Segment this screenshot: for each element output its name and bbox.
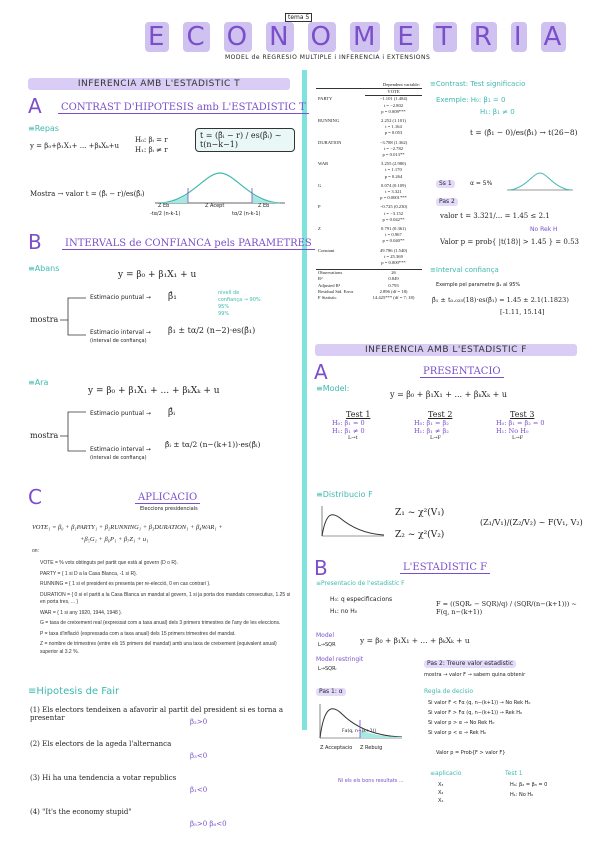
stat-value: 0.793 (388, 282, 399, 288)
variable-definition: G = taxa de creixement real (expressat com a taxa anual) dels 3 primers trimestres de l'any de les eleccions. (40, 620, 281, 626)
fair-hypothesis-sign: β₁<0 (190, 786, 208, 794)
crit-left-label: -tα/2 (n-k-1) (150, 211, 181, 217)
branch-lines-2 (58, 404, 88, 456)
regression-value: −1.101 (1.484) (379, 96, 408, 102)
f-test-h1: H₁: No H₀ (496, 427, 529, 435)
ara-label: ≡Ara (28, 378, 49, 387)
fair-hypothesis-text: (2) Els electors de la ageda l'alternanca (30, 740, 172, 748)
estimacio-puntual-2: Estimacio puntual → (90, 410, 151, 417)
page-subtitle: MODEL de REGRESIO MULTIPLE i INFERENCIA i EXTENSIONS (225, 54, 431, 61)
f-test-card (414, 410, 494, 441)
variable-definition: PARTY = { 1 si D a la Casa Blanca, -1 si R}. (40, 570, 138, 577)
estimacio-puntual-1: Estimacio puntual → (90, 294, 151, 301)
regression-var: PARTY (318, 96, 333, 102)
regression-value: t = 25.369 (384, 253, 403, 259)
regression-value: −3.788 (1.362) (379, 139, 408, 145)
section-f-a-title: PRESENTACIO (420, 366, 504, 378)
section-c-letter: C (28, 485, 42, 509)
mostra-valor-t: Mostra → valor t = (β̂ᵢ − r)/es(β̂ᵢ) (30, 190, 145, 198)
alpha-value: α = 5% (470, 180, 493, 187)
regression-var: Z (318, 226, 321, 232)
aplicacio-label: ≡aplicacio (430, 770, 462, 777)
interval-sub-1: (interval de confiança) (90, 338, 147, 344)
regression-value: p = 0.0001*** (380, 195, 407, 201)
regression-var: DURATION (318, 139, 342, 145)
fair-hypothesis-text: (3) Hi ha una tendencia a votar republics (30, 774, 177, 782)
title-letter: C (183, 22, 209, 52)
zeb-left-label: Z Eb (158, 203, 170, 209)
f-h0: H₀: q especificacions (330, 596, 393, 603)
variable-definition: P = taxa d'inflació (expressada com a taxa anual) dels 15 primers trimestres del mandat. (40, 630, 236, 637)
f-test-h0: H₀: β₁ = β₂ (414, 419, 449, 427)
title-letter: O (224, 22, 252, 52)
vote-equation-line1: VOTE₁ = β₀ + β₁PARTY₁ + β₂RUNNING₁ + β₃DURATION₁ + β₄WAR₁ + (32, 524, 223, 531)
f-h1: H₁: no H₀ (330, 608, 358, 615)
title-letter: E (394, 22, 418, 52)
regression-value: p = 0.040** (382, 238, 405, 244)
regression-value: 0.074 (0.109) (381, 182, 406, 188)
valor-t: valor t = 3.321/... = 1.45 ≤ 2.1 (440, 212, 550, 220)
f-test-h0: H₀: β₁ = β₂ = 0 (496, 419, 545, 427)
valor-p-f: Valor p = Prob{F > valor F} (436, 750, 506, 756)
section-f-a-letter: A (314, 360, 328, 384)
f-critical-label: Fα(q, n−(k+1)) (342, 729, 377, 734)
dependent-variable: VOTE (365, 89, 422, 96)
fair-hypothesis-text: (4) "It's the economy stupid" (30, 808, 132, 816)
f-test-name: Test 3 (510, 410, 535, 419)
regression-table (316, 82, 422, 301)
presentacio-f-label: ≡Presentacio de l'estadistic F (316, 580, 405, 587)
regression-var: WAR (318, 161, 329, 167)
model-label-fb: Model (316, 632, 335, 639)
model-sqr: L→SQR (318, 642, 336, 648)
h1: H₁: βᵢ ≠ r (135, 146, 168, 154)
stat-value: 2.896 (df = 18) (379, 288, 408, 294)
stat-value: 14.425*** (df = 7; 18) (372, 295, 415, 301)
section-f-b-letter: B (314, 556, 328, 580)
stat-value: 26 (391, 270, 396, 276)
section-band-f: INFERENCIA AMB L'ESTADISTIC F (315, 344, 577, 356)
f-ratio: (Z₁/V₁)/(Z₂/V₂) ~ F(V₁, V₂) (480, 518, 583, 527)
section-b-title: INTERVALS de CONFIANCA pels PARAMETRES (62, 238, 315, 250)
regression-value: 49.786 (1.540) (379, 247, 408, 253)
regression-value: p = 0.264 (384, 173, 403, 179)
exemple-h1: H₁: β₁ ≠ 0 (480, 108, 515, 116)
model-multiple: y = β₀ + β₁X₁ + ... + βₖXₖ + u (88, 386, 220, 396)
interval-result: [-1.11, 15.14] (500, 308, 545, 316)
regression-value: −0.725 (0.230) (379, 204, 408, 210)
regression-value: t = 0.967 (385, 232, 402, 238)
stat-name: R² (318, 276, 323, 282)
regression-value: t = −2.802 (383, 102, 404, 108)
regression-row (316, 96, 422, 103)
z-rebuig-label: Z Rebuig (360, 745, 383, 751)
stat-name: Observations (318, 270, 343, 276)
z-acceptacio-label: Z Acceptacio (320, 745, 353, 751)
fair-hypothesis (30, 774, 300, 808)
distribucio-f-label: ≡Distribucio F (316, 490, 373, 499)
variable-definition: Z = nombre de trimestres (entre els 15 primers del mandat) amb una taxa de creixement (equivalent anual) superior al 3.2 %. (40, 641, 277, 655)
pas1-f: Pas 1: α (316, 688, 346, 696)
nivell-confianca-note: nivell de confiança → 90% 95% 99% (218, 290, 261, 317)
aplicacio-var-3: X₁ (438, 798, 444, 804)
model-fb: y = β₀ + β₁X₁ + ... + βₖXₖ + u (360, 636, 470, 645)
aplicacio-h1: H₁: No H₀ (510, 792, 534, 798)
regression-value: p = 0.000*** (381, 260, 406, 266)
model-restringit-label: Model restringit (316, 656, 364, 663)
f-distribution-sketch (318, 502, 388, 542)
title-letter: A (541, 22, 567, 52)
estimacio-interval-1-value: β̂₁ ± tα/2 (n−2)·es(β̂₁) (168, 326, 256, 335)
stat-name: F Statistic (318, 295, 337, 301)
vote-equation-line2: +β₅G₁ + β₆P₁ + β₇Z₁ + u₁ (80, 536, 149, 543)
regression-value: t = 3.321 (385, 189, 402, 195)
fair-hypothesis-sign: β₂>0 (190, 718, 208, 726)
section-c-subtitle: Eleccions presidencials (140, 506, 198, 512)
f-test-tail: L→F (430, 435, 441, 441)
regression-value: 2.252 (1.101) (381, 118, 406, 124)
valor-p: Valor p = prob{ |t(18)| > 1.45 } = 0.53 (440, 238, 579, 246)
t-curve-small (505, 170, 575, 195)
t-statistic-box: t = (β̂ᵢ − r) / es(β̂ᵢ) ~ t(n−k−1) (195, 128, 295, 152)
t-formula-right: t = (β̂₁ − 0)/es(β̂₁) → t(26−8) (470, 128, 578, 137)
z2-chi: Z₂ ~ χ²(V₂) (395, 530, 445, 540)
title-letter: E (145, 22, 169, 52)
regression-value: t = 1.170 (385, 167, 402, 173)
pas2-f-sub: mostra → valor F → sabem quina obtenir (424, 672, 526, 678)
abans-label: ≡Abans (28, 264, 60, 273)
crit-right-label: tα/2 (n-k-1) (232, 211, 261, 217)
regla-4: Si valor p < α → Rek H₀ (428, 730, 487, 736)
tests-row (332, 410, 582, 470)
model-label-f: ≡Model: (316, 384, 350, 393)
fair-hypothesis (30, 706, 300, 740)
pas2-f: Pas 2: Treure valor estadistic (424, 660, 516, 668)
contrast-label: ≡Contrast: Test significacio (430, 80, 526, 88)
f-test-tail: L→F (512, 435, 523, 441)
regression-var: Constant (318, 247, 335, 253)
regression-value: 0.791 (0.361) (381, 226, 406, 232)
interval-sub-2: (interval de confiança) (90, 455, 147, 461)
title-letter: R (471, 22, 497, 52)
regression-stat (316, 295, 422, 301)
regression-value: p = 0.042** (382, 216, 405, 222)
regla-2: Si valor F > Fα (q, n−(k+1)) → Rek H₀ (428, 710, 522, 716)
title-letter: I (511, 22, 527, 52)
section-a-title: CONTRAST D'HIPOTESIS amb L'ESTADISTIC T (58, 102, 309, 114)
section-a-letter: A (28, 94, 42, 118)
estimacio-interval-2: Estimacio interval → (90, 446, 151, 453)
f-test-card (332, 410, 412, 441)
f-statistic: F = ((SQRᵣ − SQR)/q) / (SQR/(n−(k+1))) ~ F(q, n−(k+1)) (436, 600, 577, 616)
mostra-label-1: mostra (30, 315, 59, 324)
fair-hypothesis-sign: β₅>0 β₆<0 (190, 820, 227, 828)
section-c-title: APLICACIO (135, 492, 200, 504)
regression-value: p = 0.008*** (381, 108, 406, 114)
regla-3: Si valor p > α → No Rek H₀ (428, 720, 495, 726)
repas-label: ≡Repas (28, 124, 59, 133)
interval-calc: β̂₁ ± t₀.₀₂₅(18)·es(β̂₁) = 1.45 ± 2.1(1.1823) (432, 296, 569, 304)
f-test-name: Test 2 (428, 410, 453, 419)
estimacio-interval-1: Estimacio interval → (90, 329, 151, 336)
fair-hypothesis-text: (1) Els electors tendeixen a afavorir al partit del president si es torna a presentar (30, 706, 284, 722)
aplicacio-test: Test 1 (505, 770, 523, 777)
title-letter: T (433, 22, 457, 52)
interval-confianca-label: ≡Interval confiança (430, 266, 499, 274)
aplicacio-var-1: X₃ (438, 782, 444, 788)
pas2-label-t: Pas 2 (436, 198, 458, 206)
estimacio-puntual-2-value: β̂ᵢ (168, 408, 176, 418)
regression-value: p = 0.053 (384, 130, 403, 136)
model-simple: y = β₀ + β₁X₁ + u (118, 270, 197, 280)
column-divider (302, 70, 307, 730)
title-letter: N (266, 22, 293, 52)
aplicacio-var-2: X₂ (438, 790, 444, 796)
f-rejection-diagram (316, 700, 406, 745)
mostra-label-2: mostra (30, 431, 59, 440)
fair-hypothesis-sign: β₃<0 (190, 752, 208, 760)
variable-definitions (40, 560, 295, 659)
regression-value: p = 0.013** (382, 152, 405, 158)
regression-value: t = −2.782 (383, 145, 404, 151)
f-test-card (496, 410, 576, 441)
fair-title: ≡Hipotesis de Fair (28, 686, 120, 697)
variable-definition: RUNNING = { 1 si el president es presenta per re-elecció, 0 en cas contrari }. (40, 581, 211, 587)
regla-1: Si valor F < Fα (q, n−(k+1)) → No Rek H₀ (428, 700, 531, 706)
model-restringit-sqr: L→SQRᵣ (318, 666, 337, 672)
on-label: on: (32, 548, 39, 554)
regression-stat (316, 270, 422, 277)
page-title (145, 22, 566, 52)
regression-var: G (318, 182, 322, 188)
variable-definition: DURATION = { 0 si el partit a la Casa Blanca un mandat al govern, 1 si ja porta dos mandats consecutius, 1.25 si en porta tres, ... } (40, 591, 291, 605)
regression-value: t = −3.152 (383, 210, 404, 216)
f-test-h1: H₁: β₁ ≠ 0 (332, 427, 365, 435)
stat-value: 0.849 (388, 276, 399, 282)
fair-hypothesis (30, 740, 300, 774)
regression-value: t = 1.164 (385, 124, 402, 130)
stat-name: Adjusted R² (318, 282, 341, 288)
tema-tag: tema 5 (285, 13, 312, 22)
title-letter: M (350, 22, 380, 52)
zacept-label: Z Acept (205, 203, 225, 209)
no-rek-label: No Rek H (530, 226, 558, 233)
exemple-h0: Exemple: H₀: β₁ = 0 (436, 96, 506, 104)
variable-definition: WAR = { 1 si any 1920, 1944, 1948 }. (40, 609, 123, 616)
regression-value: 3.255 (2.980) (381, 161, 406, 167)
zeb-right-label: Z Eb (258, 203, 270, 209)
section-b-letter: B (28, 230, 42, 254)
stat-name: Residual Std. Error (318, 288, 354, 294)
exemple-interval: Exemple pel parametre β₁ al 95% (436, 282, 521, 288)
ss1-label: Ss 1 (436, 180, 455, 188)
fair-list (30, 706, 300, 842)
z1-chi: Z₁ ~ χ²(V₁) (395, 508, 445, 518)
f-test-h0: H₀: β₁ = 0 (332, 419, 365, 427)
f-test-name: Test 1 (346, 410, 371, 419)
section-f-b-title: L'ESTADISTIC F (400, 562, 490, 574)
model-f: y = β₀ + β₁X₁ + ... + βₖXₖ + u (390, 390, 507, 399)
fair-hypothesis (30, 808, 300, 842)
f-test-h1: H₁: β₁ ≠ β₂ (414, 427, 449, 435)
aplicacio-h0: H₀: β₂ = β₃ = 0 (510, 782, 548, 788)
variable-definition: VOTE = % vots obtinguts pel partit que està al govern (D o R). (40, 560, 178, 566)
regression-header: Dependent variable: (316, 82, 422, 89)
h0: H₀: βᵢ = r (135, 136, 168, 144)
f-test-tail: L→t (348, 435, 358, 441)
title-letter: O (308, 22, 336, 52)
estimacio-interval-2-value: β̂ᵢ ± tα/2 (n−(k+1))·es(β̂ᵢ) (165, 440, 261, 449)
model-formula: y = β₀+β₁X₁+ ... +βₖXₖ+u (30, 142, 119, 150)
regression-var: RUNNING (318, 118, 340, 124)
estimacio-puntual-1-value: β̂₁ (168, 292, 177, 302)
aplicacio-note: Ni els els bons resultats ... (338, 778, 404, 784)
branch-lines-1 (58, 290, 88, 340)
regression-var: P (318, 204, 321, 210)
regla-decisio-label: Regla de decisio (424, 688, 473, 695)
section-band-t: INFERENCIA AMB L'ESTADISTIC T (28, 78, 290, 90)
